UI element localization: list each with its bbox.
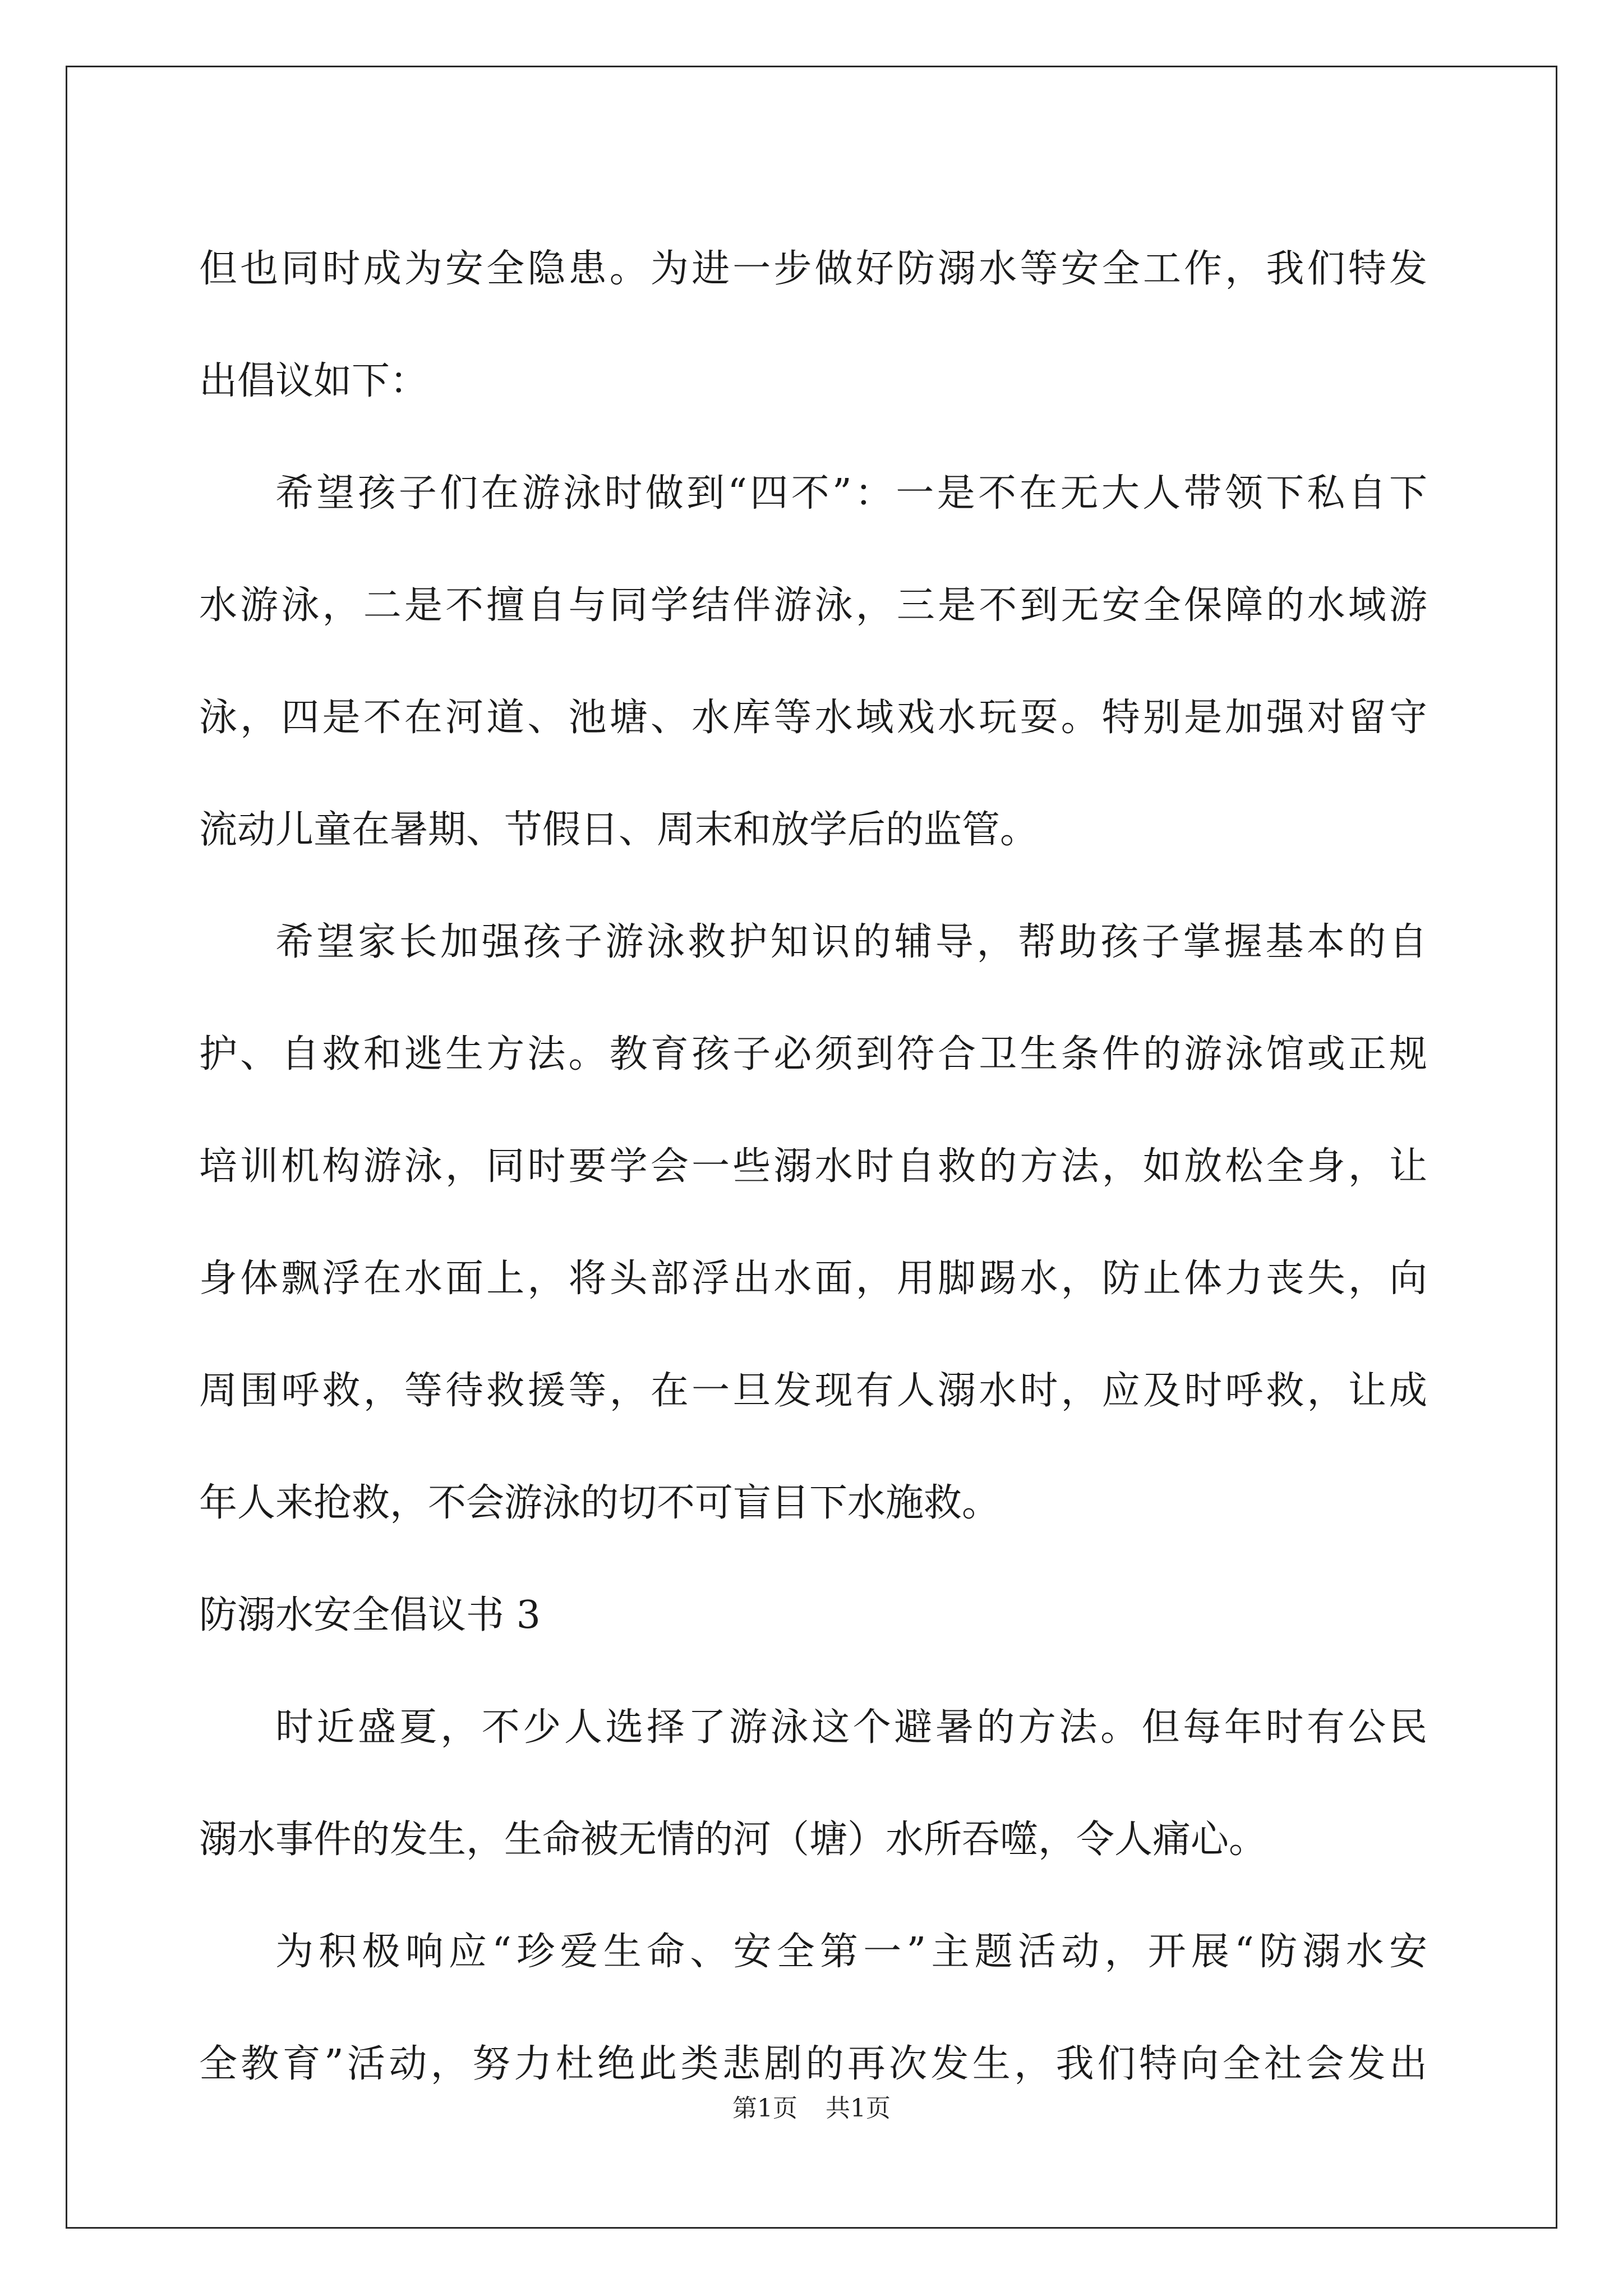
paragraph-line: 全教育”活动，努力杜绝此类悲剧的再次发生，我们特向全社会发出 <box>199 2042 1427 2086</box>
paragraph-line: 培训机构游泳，同时要学会一些溺水时自救的方法，如放松全身，让 <box>199 1144 1427 1189</box>
paragraph-line: 但也同时成为安全隐患。为进一步做好防溺水等安全工作，我们特发 <box>199 247 1427 291</box>
paragraph-first-line: 希望家长加强孩子游泳救护知识的辅导，帮助孩子掌握基本的自 <box>275 920 1427 964</box>
paragraph-first-line: 为积极响应“珍爱生命、安全第一”主题活动，开展“防溺水安 <box>275 1930 1427 1974</box>
paragraph-first-line: 时近盛夏，不少人选择了游泳这个避暑的方法。但每年时有公民 <box>275 1705 1427 1750</box>
paragraph-line: 身体飘浮在水面上，将头部浮出水面，用脚踢水，防止体力丧失，向 <box>199 1257 1427 1301</box>
paragraph-line: 年人来抢救，不会游泳的切不可盲目下水施救。 <box>199 1481 1000 1525</box>
paragraph-line: 流动儿童在暑期、节假日、周末和放学后的监管。 <box>199 808 1039 852</box>
section-heading: 防溺水安全倡议书 3 <box>199 1593 541 1637</box>
paragraph-line: 水游泳，二是不擅自与同学结伴游泳，三是不到无安全保障的水域游 <box>199 583 1427 628</box>
paragraph-line: 护、自救和逃生方法。教育孩子必须到符合卫生条件的游泳馆或正规 <box>199 1032 1427 1076</box>
page-number: 第1页 <box>732 2094 797 2123</box>
paragraph-line: 周围呼救，等待救援等，在一旦发现有人溺水时，应及时呼救，让成 <box>199 1369 1427 1413</box>
document-body <box>199 213 1427 2120</box>
paragraph-first-line: 希望孩子们在游泳时做到“四不”：一是不在无大人带领下私自下 <box>275 471 1427 516</box>
paragraph-line: 出倡议如下： <box>199 359 428 403</box>
paragraph-line: 泳，四是不在河道、池塘、水库等水域戏水玩耍。特别是加强对留守 <box>199 696 1427 740</box>
paragraph-line: 溺水事件的发生，生命被无情的河（塘）水所吞噬，令人痛心。 <box>199 1818 1267 1862</box>
page-total: 共1页 <box>826 2094 891 2123</box>
page-footer <box>0 2088 1623 2124</box>
